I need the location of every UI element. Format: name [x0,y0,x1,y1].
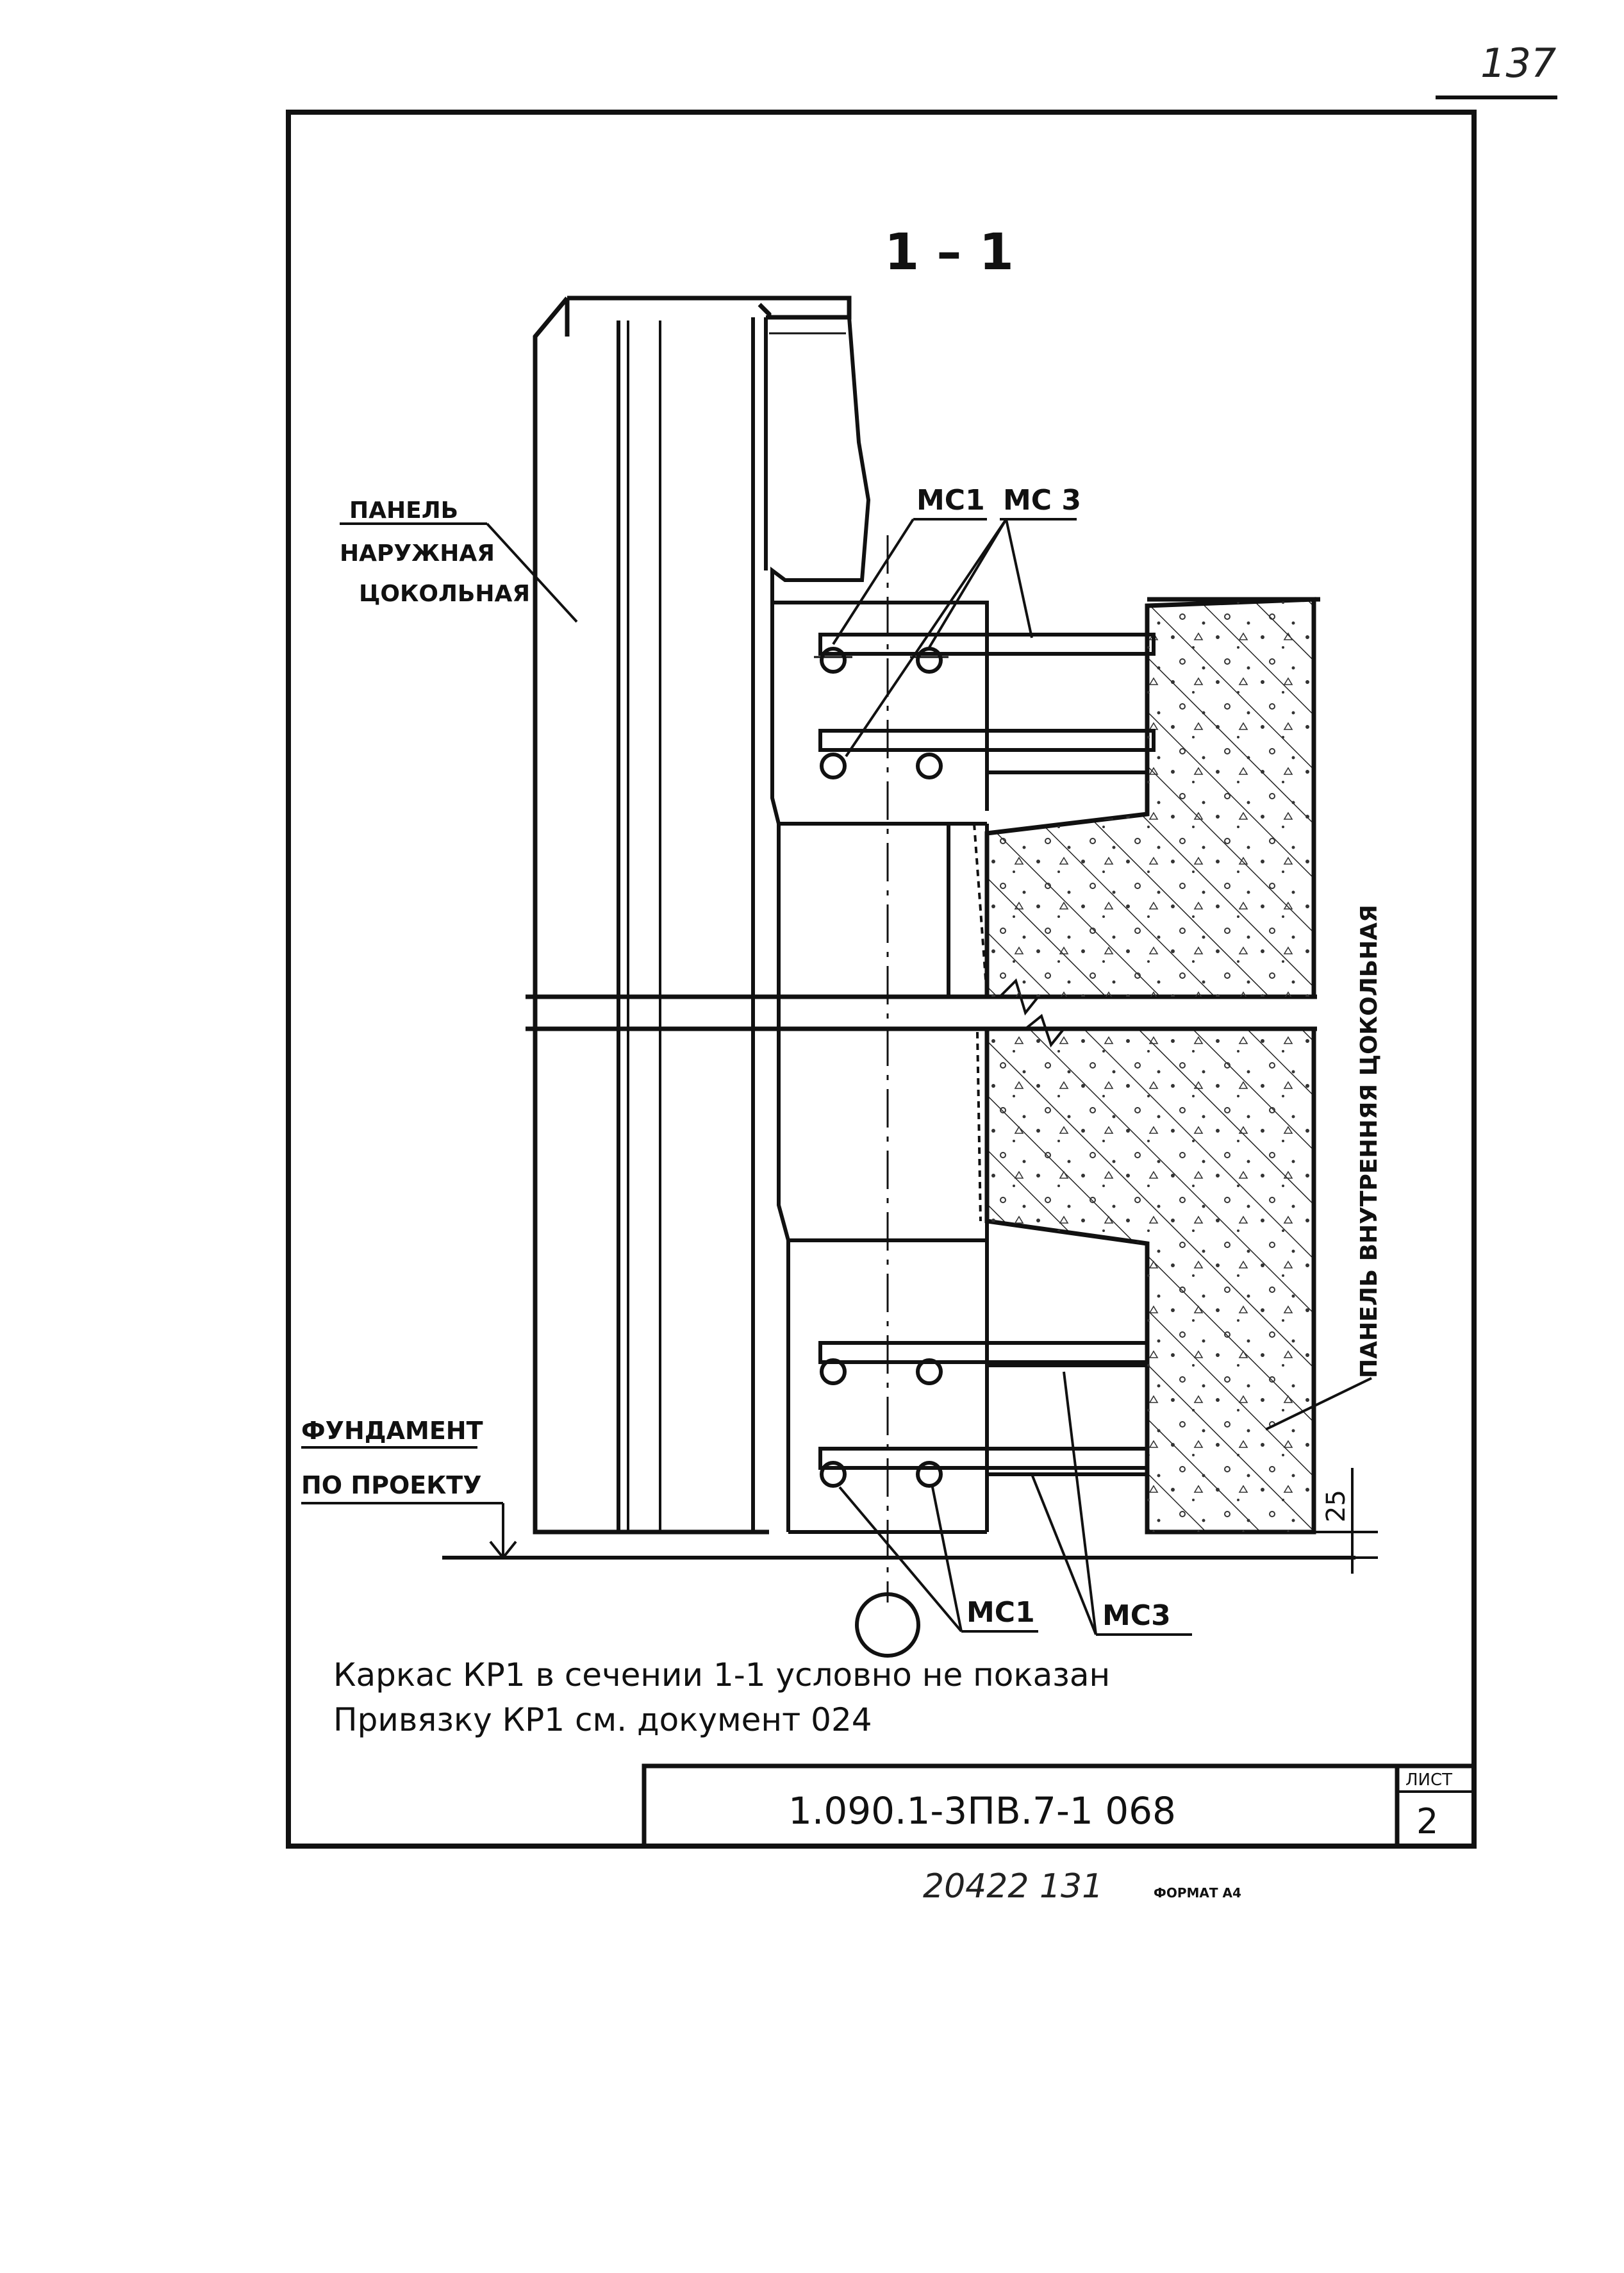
leaders-top [833,519,1077,756]
section-marker-circle [857,1594,918,1656]
note-line-2: Привязку КР1 см. документ 024 [333,1701,872,1738]
mc3-top-label: МС 3 [1003,484,1082,517]
sheet-number: 2 [1416,1801,1439,1842]
section-title: 1 – 1 [884,224,1014,281]
outer-panel-label-2: НАРУЖНАЯ [340,540,495,567]
anchor-group-upper [814,635,1154,778]
inner-plinth-panel [974,599,1320,1532]
note-line-1: Каркас КР1 в сечении 1-1 условно не показан [333,1656,1111,1694]
dimension-25-text: 25 [1322,1490,1351,1522]
outer-plinth-panel [535,298,849,1532]
footer-format: ФОРМАТ А4 [1154,1885,1241,1901]
sheet-label: ЛИСТ [1405,1770,1453,1790]
upper-rib [766,317,987,811]
page-number: 137 [1480,40,1557,87]
mc1-top-label: МС1 [916,484,985,517]
inner-panel-label: ПАНЕЛЬ ВНУТРЕННЯЯ ЦОКОЛЬНАЯ [1356,904,1382,1378]
mc1-bottom-label: МС1 [966,1596,1035,1629]
middle-block [772,603,987,1532]
document-code: 1.090.1-3ПВ.7-1 068 [788,1789,1176,1833]
anchor-group-lower [820,1343,1147,1486]
mc3-bottom-label: МС3 [1102,1599,1171,1632]
outer-panel-label-3: ЦОКОЛЬНАЯ [359,581,531,607]
footer-handwritten-number: 20422 131 [923,1867,1104,1906]
foundation-label-2: ПО ПРОЕКТУ [301,1471,482,1499]
foundation-label-1: ФУНДАМЕНТ [301,1417,483,1445]
outer-panel-label-1: ПАНЕЛЬ [349,497,459,524]
